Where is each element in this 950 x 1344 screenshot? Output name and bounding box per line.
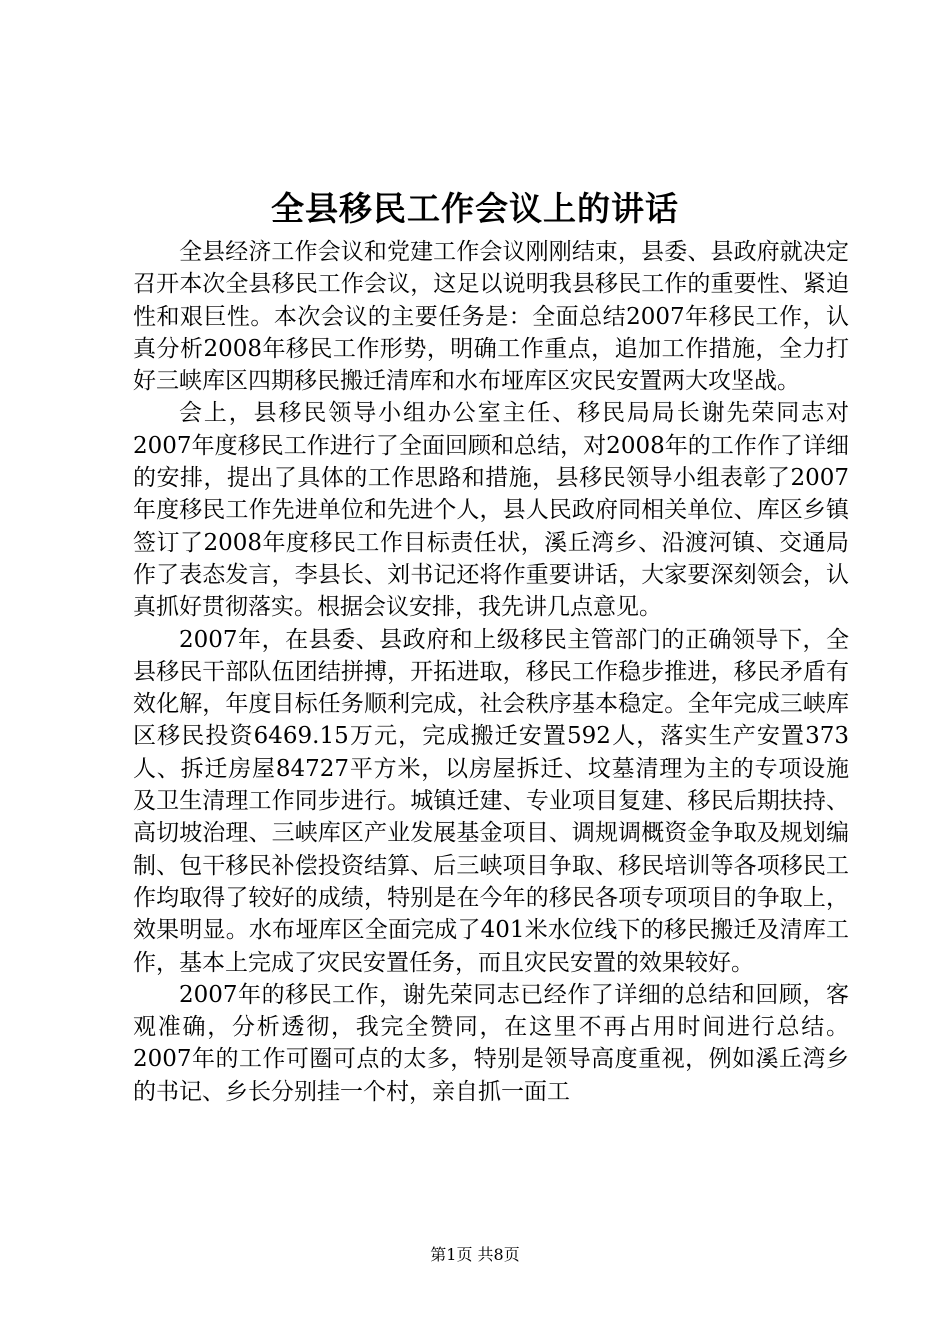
document-body bbox=[133, 236, 849, 1108]
page-number-footer: 第1页 共8页 bbox=[430, 1245, 520, 1264]
paragraph: 2007年，在县委、县政府和上级移民主管部门的正确领导下，全县移民干部队伍团结拼搏，开拓进取，移民工作稳步推进，移民矛盾有效化解，年度目标任务顺利完成，社会秩序基本稳定。全年完成三峡库区移民投资6469.15万元，完成搬迁安置592人，落实生产安置373人、拆迁房屋84727平方米，以房屋拆迁、坟墓清理为主的专项设施及卫生清理工作同步进行。城镇迁建、专业项目复建、移民后期扶持、高切坡治理、三峡库区产业发展基金项目、调规调概资金争取及规划编制、包干移民补偿投资结算、后三峡项目争取、移民培训等各项移民工作均取得了较好的成绩，特别是在今年的移民各项专项项目的争取上，效果明显。水布垭库区全面完成了401米水位线下的移民搬迁及清库工作，基本上完成了灾民安置任务，而且灾民安置的效果较好。 bbox=[133, 626, 849, 976]
paragraph: 2007年的移民工作，谢先荣同志已经作了详细的总结和回顾，客观准确，分析透彻，我完全赞同，在这里不再占用时间进行总结。2007年的工作可圈可点的太多，特别是领导高度重视，例如溪丘湾乡的书记、乡长分别挂一个村，亲自抓一面工 bbox=[133, 981, 849, 1105]
paragraph: 会上，县移民领导小组办公室主任、移民局局长谢先荣同志对2007年度移民工作进行了全面回顾和总结，对2008年的工作作了详细的安排，提出了具体的工作思路和措施，县移民领导小组表彰了2007年度移民工作先进单位和先进个人，县人民政府同相关单位、库区乡镇签订了2008年度移民工作目标责任状，溪丘湾乡、沿渡河镇、交通局作了表态发言，李县长、刘书记还将作重要讲话，大家要深刻领会，认真抓好贯彻落实。根据会议安排，我先讲几点意见。 bbox=[133, 400, 849, 621]
page-title: 全县移民工作会议上的讲话 bbox=[271, 189, 679, 228]
paragraph: 全县经济工作会议和党建工作会议刚刚结束，县委、县政府就决定召开本次全县移民工作会议，这足以说明我县移民工作的重要性、紧迫性和艰巨性。本次会议的主要任务是：全面总结2007年移民工作，认真分析2008年移民工作形势，明确工作重点，追加工作措施，全力打好三峡库区四期移民搬迁清库和水布垭库区灾民安置两大攻坚战。 bbox=[133, 239, 849, 395]
